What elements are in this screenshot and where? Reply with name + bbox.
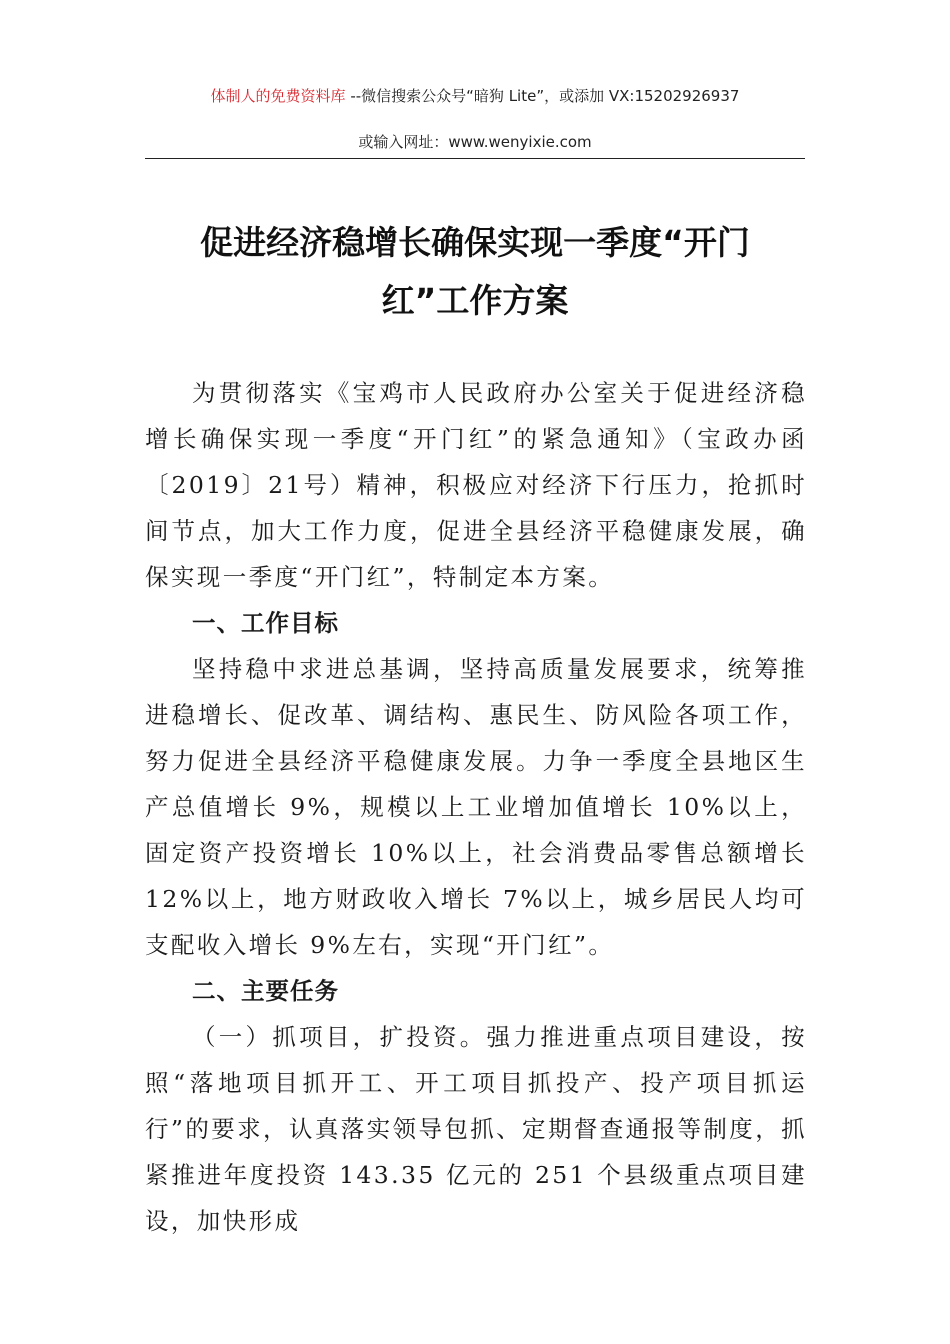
header-divider xyxy=(145,158,805,159)
url-line: 或输入网址：www.wenyixie.com xyxy=(358,133,592,151)
section-heading-tasks: 二、主要任务 xyxy=(192,977,339,1005)
document-body xyxy=(145,370,807,1244)
section-heading-goals: 一、工作目标 xyxy=(192,609,339,637)
intro-paragraph: 为贯彻落实《宝鸡市人民政府办公室关于促进经济稳增长确保实现一季度“开门红”的紧急通知》（宝政办函〔2019〕21号）精神，积极应对经济下行压力，抢抓时间节点，加大工作力度，促进全县经济平稳健康发展，确保实现一季度“开门红”，特制定本方案。 xyxy=(145,379,807,591)
promo-text: --微信搜索公众号“暗狗 Lite”，或添加 VX:15202926937 xyxy=(345,87,740,105)
goals-paragraph: 坚持稳中求进总基调，坚持高质量发展要求，统筹推进稳增长、促改革、调结构、惠民生、防风险各项工作，努力促进全县经济平稳健康发展。力争一季度全县地区生产总值增长 9%，规模以上工业增加值增长 10%以上，固定资产投资增长 10%以上，社会消费品零售总额增长 12%以上，地方财政收入增长 7%以上，城乡居民人均可支配收入增长 9%左右，实现“开门红”。 xyxy=(145,655,807,959)
tasks-paragraph: （一）抓项目，扩投资。强力推进重点项目建设，按照“落地项目抓开工、开工项目抓投产、投产项目抓运行”的要求，认真落实领导包抓、定期督查通报等制度，抓紧推进年度投资 143.35 亿元的 251 个县级重点项目建设，加快形成 xyxy=(145,1023,807,1235)
brand-text: 体制人的免费资料库 xyxy=(210,87,346,105)
promo-header xyxy=(145,84,805,108)
document-title: 促进经济稳增长确保实现一季度“开门红”工作方案 xyxy=(200,223,750,320)
